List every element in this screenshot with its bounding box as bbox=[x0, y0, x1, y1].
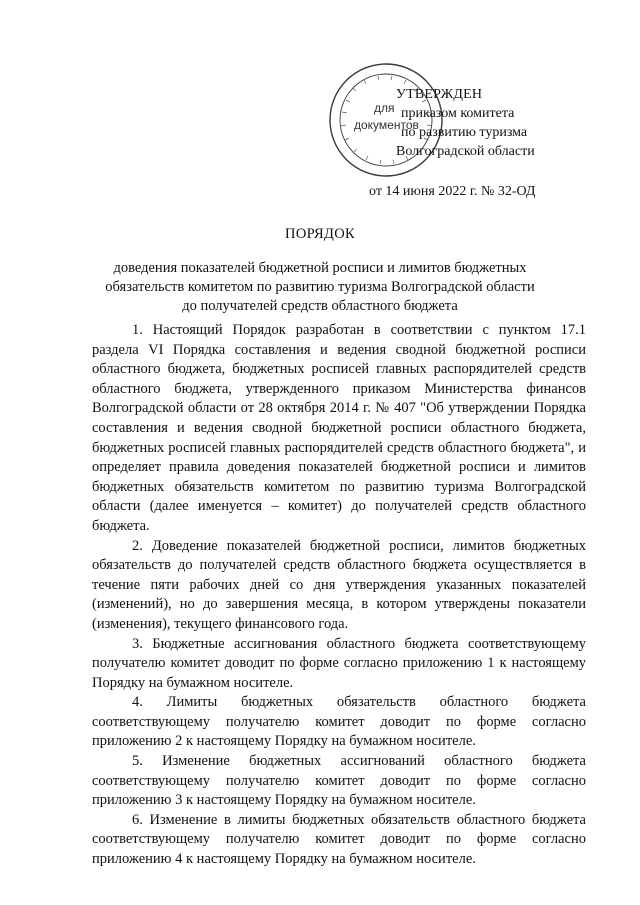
approval-line-2: по развитию туризма bbox=[401, 125, 528, 140]
paragraph-4: 4. Лимиты бюджетных обязательств областного бюджета соответствующему получателю комитет доводит по форме согласно приложению 2 к настоящему Порядку на бумажном носителе. bbox=[92, 694, 586, 750]
approval-line-3: Волгоградской области bbox=[396, 144, 535, 159]
paragraph-6: 6. Изменение в лимиты бюджетных обязательств областного бюджета соответствующему получателю комитет доводит по форме согласно приложению 4 к настоящему Порядку на бумажном носителе. bbox=[92, 811, 586, 868]
document-title: ПОРЯДОК bbox=[285, 226, 355, 242]
paragraph-5: 5. Изменение бюджетных ассигнований областного бюджета соответствующему получателю комитет доводит по форме согласно приложению 3 к настоящему Порядку на бумажном носителе. bbox=[92, 753, 586, 809]
approval-title: УТВЕРЖДЕН bbox=[396, 87, 483, 102]
paragraph-3: 3. Бюджетные ассигнования областного бюджета соответствующему получателю комитет доводит по форме согласно приложению 1 к настоящему Порядку на бумажном носителе. bbox=[92, 635, 586, 691]
paragraph-1: 1. Настоящий Порядок разработан в соответствии с пунктом 17.1 раздела VI Порядка составления и ведения сводной бюджетной росписи областного бюджета, бюджетных росписей главных распорядителей средств областного бюджета, утвержденного приказом Министерства финансов Волгоградской области от 28 октября 2014 г. № 407 "Об утверждении Порядка составления и ведения сводной бюджетной росписи областного бюджета, бюджетных росписей главных распорядителей средств областного бюджета", и определяет правила доведения показателей бюджетной росписи и лимитов бюджетных обязательств комитетом по развитию туризма Волгоградской области (далее именуется – комитет) до получателей средств областного бюджета. bbox=[92, 322, 586, 534]
approval-date: от 14 июня 2022 г. № 32-ОД bbox=[369, 184, 536, 199]
stamp-inner-text-2: документов bbox=[354, 118, 419, 132]
approval-line-1: приказом комитета bbox=[401, 106, 515, 121]
document-subtitle bbox=[100, 259, 540, 316]
subtitle-line: доведения показателей бюджетной росписи и лимитов бюджетных bbox=[113, 260, 527, 276]
document-body bbox=[92, 321, 586, 870]
subtitle-line: обязательств комитетом по развитию туризма Волгоградской области bbox=[105, 279, 535, 295]
subtitle-line: до получателей средств областного бюджета bbox=[182, 298, 458, 314]
paragraph-2: 2. Доведение показателей бюджетной росписи, лимитов бюджетных обязательств до получателей средств областного бюджета осуществляется в течение пяти рабочих дней со дня утверждения указанных показателей (изменений), но до завершения месяца, в котором утверждены показатели (изменения), текущего финансового года. bbox=[92, 537, 586, 632]
stamp-inner-text-1: для bbox=[374, 101, 395, 115]
